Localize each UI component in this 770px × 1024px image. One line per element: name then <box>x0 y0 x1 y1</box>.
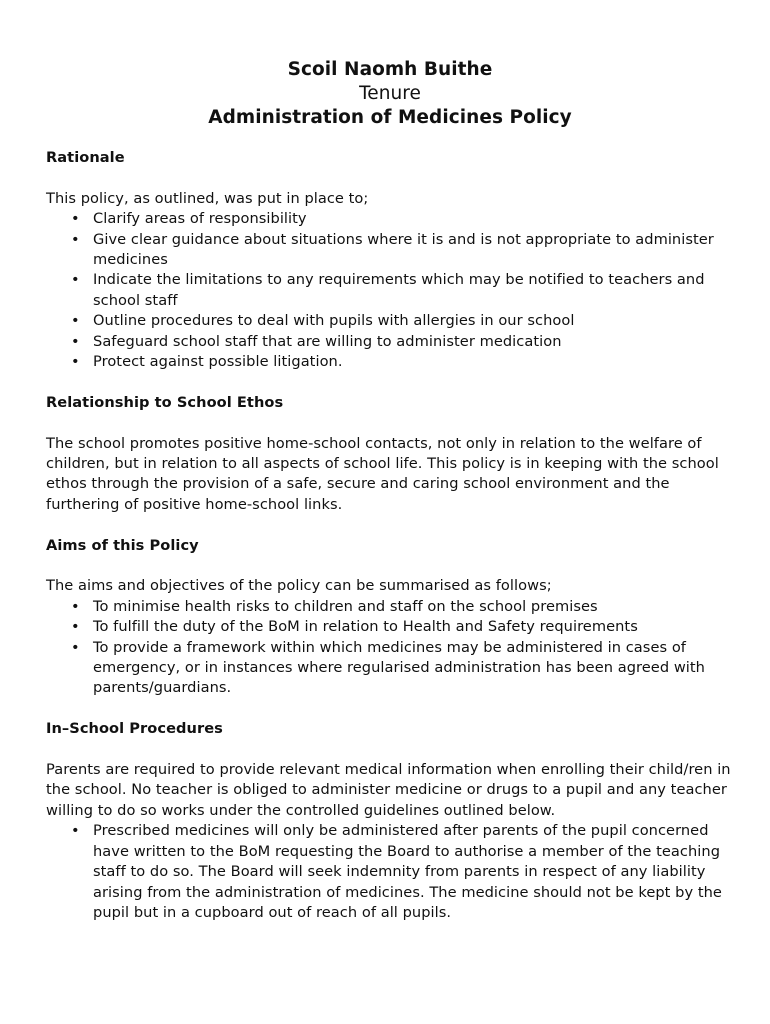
bullet-icon: • <box>71 332 80 350</box>
school-location: Tenure <box>359 83 421 104</box>
list-item-text: Prescribed medicines will only be administered after parents of the pupil concerned have written to the BoM requesting the Board to authorise a member of the teaching staff to do so. The Board will seek indemnity from parents in respect of any liability arising from the administration of medicines. The medicine should not be kept by the pupil but in a cupboard out of reach of all pupils. <box>93 822 722 921</box>
list-item <box>46 821 734 923</box>
list-item-text: Outline procedures to deal with pupils with allergies in our school <box>93 312 575 330</box>
rationale-list <box>46 209 734 372</box>
list-item-text: Give clear guidance about situations where it is and is not appropriate to administer medicines <box>93 230 714 269</box>
list-item-text: Clarify areas of responsibility <box>93 210 307 228</box>
ethos-heading: Relationship to School Ethos <box>46 393 284 411</box>
bullet-icon: • <box>71 353 80 371</box>
school-name: Scoil Naomh Buithe <box>287 59 493 80</box>
list-item <box>46 352 734 372</box>
list-item-text: To minimise health risks to children and staff on the school premises <box>93 597 598 615</box>
aims-intro: The aims and objectives of the policy can be summarised as follows; <box>46 577 552 595</box>
bullet-icon: • <box>71 638 80 656</box>
list-item <box>46 597 734 617</box>
list-item <box>46 209 734 229</box>
list-item-text: Protect against possible litigation. <box>93 353 343 371</box>
procedures-intro: Parents are required to provide relevant medical information when enrolling their child/ren in the school. No teacher is obliged to administer medicine or drugs to a pupil and any teacher willing to do so works under the controlled guidelines outlined below. <box>46 761 731 819</box>
aims-section <box>46 536 734 699</box>
aims-list <box>46 597 734 699</box>
bullet-icon: • <box>71 618 80 636</box>
rationale-heading: Rationale <box>46 149 125 166</box>
bullet-icon: • <box>71 822 80 840</box>
bullet-icon: • <box>71 271 80 289</box>
aims-heading: Aims of this Policy <box>46 536 199 554</box>
list-item-text: Indicate the limitations to any requirements which may be notified to teachers and school staff <box>93 271 705 309</box>
list-item <box>46 332 734 352</box>
list-item <box>46 617 734 637</box>
list-item <box>46 230 734 271</box>
list-item-text: To fulfill the duty of the BoM in relation to Health and Safety requirements <box>93 618 638 636</box>
bullet-icon: • <box>71 230 80 248</box>
bullet-icon: • <box>71 597 80 615</box>
bullet-icon: • <box>71 210 80 228</box>
bullet-icon: • <box>71 312 80 330</box>
list-item <box>46 311 734 331</box>
policy-title: Administration of Medicines Policy <box>208 107 572 128</box>
list-item-text: Safeguard school staff that are willing to administer medication <box>93 332 562 350</box>
list-item-text: To provide a framework within which medicines may be administered in cases of emergency, or in instances where regularised administration has been agreed with parents/guardians. <box>93 638 705 697</box>
title-block <box>46 58 734 130</box>
policy-document <box>46 58 734 944</box>
rationale-intro: This policy, as outlined, was put in place to; <box>46 189 369 207</box>
procedures-heading: In–School Procedures <box>46 720 223 738</box>
list-item <box>46 270 734 311</box>
ethos-section <box>46 393 734 515</box>
ethos-text: The school promotes positive home-school contacts, not only in relation to the welfare of children, but in relation to all aspects of school life. This policy is in keeping with the school ethos through the provision of a safe, secure and caring school environment and the furthering of positive home-school links. <box>46 434 719 513</box>
list-item <box>46 638 734 699</box>
procedures-list <box>46 821 734 923</box>
rationale-section <box>46 148 734 372</box>
procedures-section <box>46 719 734 923</box>
